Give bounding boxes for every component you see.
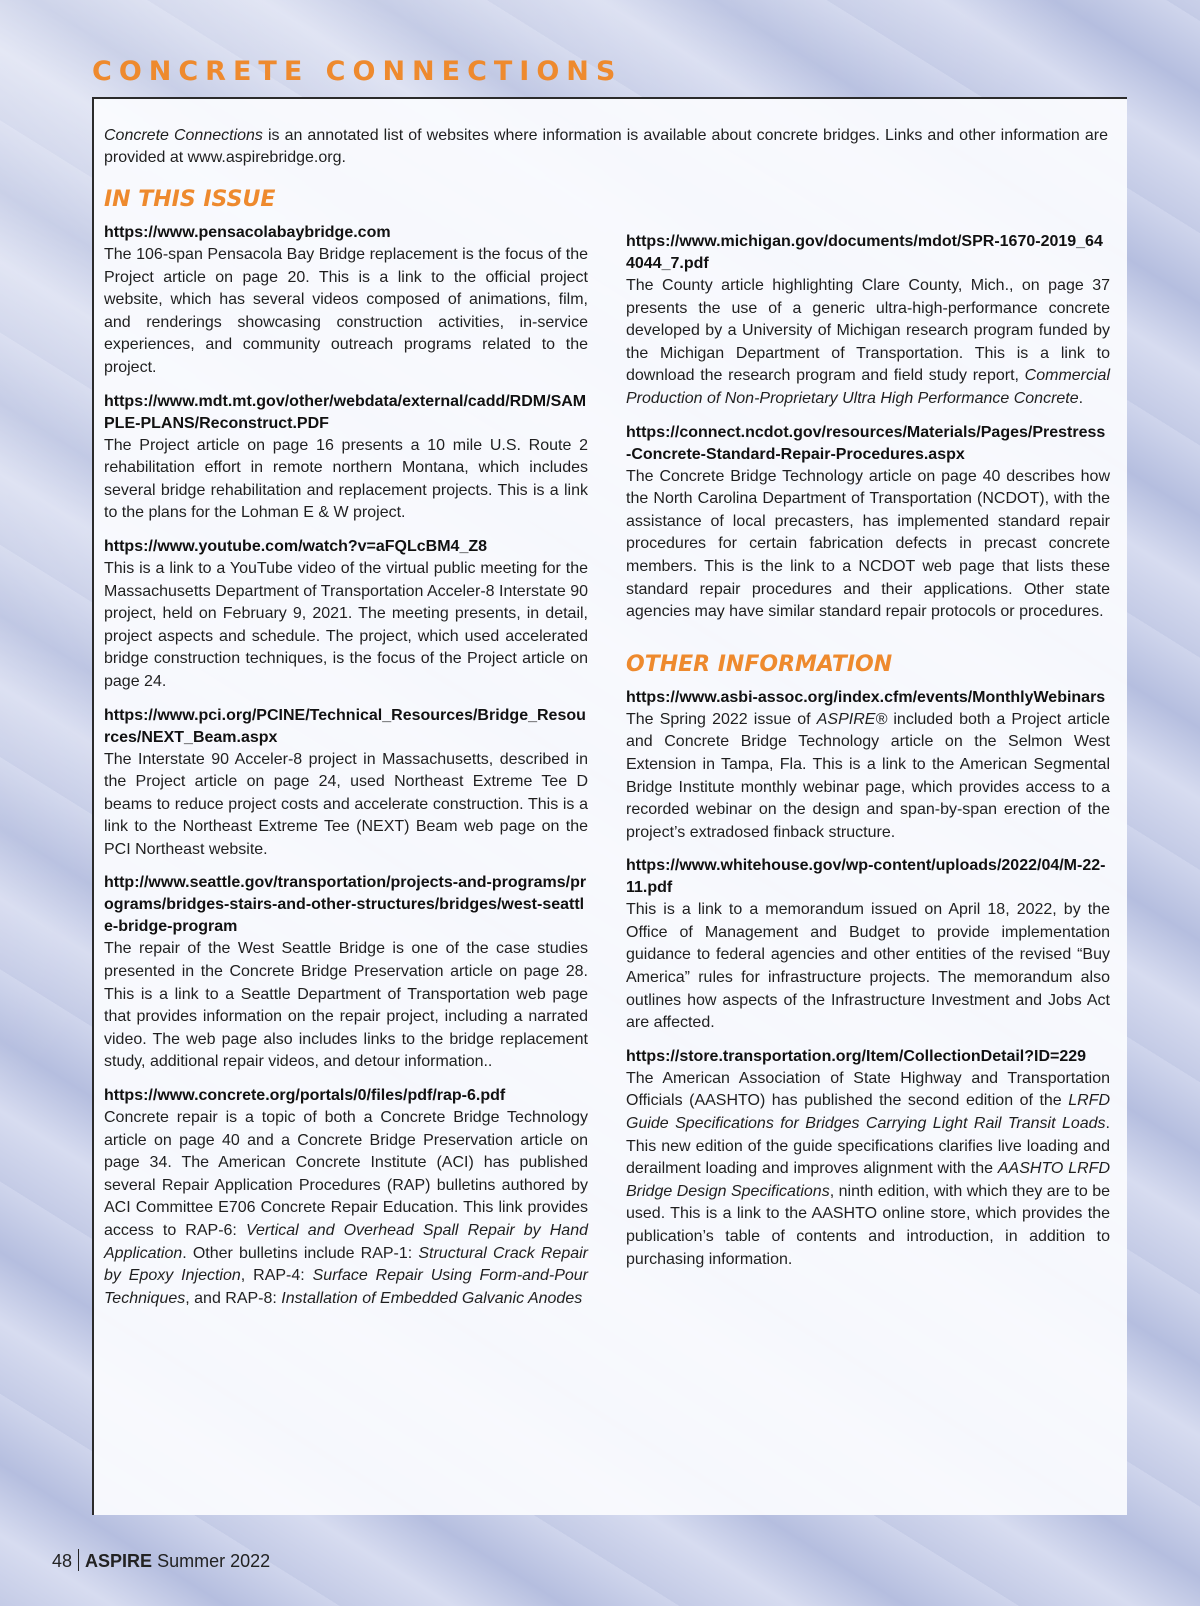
entry-description: The Interstate 90 Acceler-8 project in Massachusetts, described in the Project article on page 24, used Northeast Extreme Tee D beams to reduce project costs and accelerate construction. This is a link to the Northeast Extreme Tee (NEXT) Beam web page on the PCI Northeast website. <box>104 750 588 858</box>
list-item <box>626 687 1110 845</box>
desc-title: Structural Crack Repair by Epoxy Injection <box>104 1244 588 1285</box>
desc-text: included both a Project article and Concrete Bridge Technology article on the Selmon West Extension in Tampa, Fla. This is a link to the American Segmental Bridge Institute monthly webinar page, which provides access to a recorded webinar on the design and span-by-span erection of the project’s extradosed finback structure. <box>626 710 1110 841</box>
desc-text: Concrete repair is a topic of both a Concrete Bridge Technology article on page 40 and a Concrete Bridge Preservation article on page 34. The American Concrete Institute (ACI) has published several Repair Application Procedures (RAP) bulletins authored by ACI Committee E706 Concrete Repair Education. This link provides access to RAP-6: <box>104 1109 588 1239</box>
desc-title: LRFD Guide Specifications for Bridges Carrying Light Rail Transit Loads <box>626 1092 1110 1133</box>
desc-text: , ninth edition, with which they are to be used. This is a link to the AASHTO online store, which provides the publication’s table of contents and introduction, in addition to purchasing information. <box>626 1182 1110 1268</box>
entry-description <box>626 709 1110 845</box>
list-item <box>104 705 588 862</box>
desc-text: The County article highlighting Clare County, Mich., on page 37 presents the use of a generic ultra-high-performance concrete developed by a University of Michigan research program funded by the Michigan Department of Transportation. This is a link to download the research program and field study report, <box>626 277 1110 385</box>
desc-text: , and RAP-8: <box>185 1289 282 1307</box>
desc-text: The American Association of State Highway and Transportation Officials (AASHTO) has published the second edition of the <box>626 1069 1110 1110</box>
desc-text: The Spring 2022 issue of <box>626 710 817 728</box>
content-panel <box>92 97 1127 1515</box>
entry-link[interactable]: https://www.concrete.org/portals/0/files/pdf/rap-6.pdf <box>104 1087 506 1105</box>
desc-title: AASHTO LRFD Bridge Design Specifications <box>626 1160 1110 1200</box>
entry-link[interactable]: https://www.pci.org/PCINE/Technical_Resources/Bridge_Resources/NEXT_Beam.aspx <box>104 706 586 746</box>
entry-link[interactable]: http://www.seattle.gov/transportation/projects-and-programs/programs/bridges-stairs-and-other-structures/bridges/west-seattle-bridge-program <box>104 874 587 936</box>
list-item <box>104 1085 588 1310</box>
entry-link[interactable]: https://www.whitehouse.gov/wp-content/uploads/2022/04/M-22-11.pdf <box>626 857 1106 897</box>
right-column <box>626 231 1110 1282</box>
list-item <box>104 222 588 380</box>
page-footer <box>52 1549 270 1572</box>
list-item <box>104 536 588 694</box>
intro-text: is an annotated list of websites where information is available about concrete bridges. Links and other information are provided at www.aspirebridge.org. <box>104 127 1109 166</box>
entry-link[interactable]: https://store.transportation.org/Item/CollectionDetail?ID=229 <box>626 1047 1087 1065</box>
page-number: 48 <box>52 1551 73 1571</box>
desc-title: ASPIRE® <box>816 710 888 728</box>
entry-link[interactable]: https://connect.ncdot.gov/resources/Materials/Pages/Prestress-Concrete-Standard-Repair-Procedures.aspx <box>626 423 1106 463</box>
magazine-name: ASPIRE <box>85 1551 153 1571</box>
list-item <box>626 422 1110 624</box>
entry-link[interactable]: https://www.michigan.gov/documents/mdot/SPR-1670-2019_644044_7.pdf <box>626 233 1103 272</box>
entry-description: The Concrete Bridge Technology article on page 40 describes how the North Carolina Department of Transportation (NCDOT), with the assistance of local precasters, has implemented standard repair procedures for certain fabrication defects in precast concrete members. This is the link to a NCDOT web page that lists these standard repair procedures and their applications. Other state agencies may have similar standard repair protocols or procedures. <box>626 467 1110 621</box>
in-this-issue-heading: IN THIS ISSUE <box>104 187 276 212</box>
entry-description <box>626 275 1110 411</box>
other-information-heading: OTHER INFORMATION <box>626 651 893 677</box>
desc-title: Surface Repair Using Form-and-Pour Techniques <box>104 1267 589 1307</box>
list-item <box>104 391 588 525</box>
intro-paragraph <box>104 125 1108 169</box>
issue-label: Summer 2022 <box>152 1551 271 1571</box>
footer-divider <box>78 1549 79 1571</box>
entry-link[interactable]: https://www.asbi-assoc.org/index.cfm/events/MonthlyWebinars <box>626 688 1106 706</box>
page-title: CONCRETE CONNECTIONS <box>92 56 623 87</box>
desc-text: . <box>1078 389 1084 407</box>
list-item <box>626 231 1110 411</box>
entry-description: The Project article on page 16 presents a 10 mile U.S. Route 2 rehabilitation effort in remote northern Montana, which includes several bridge rehabilitation and replacement projects. This is a link to the plans for the Lohman E & W project. <box>104 436 588 522</box>
left-column <box>104 187 588 1321</box>
desc-title: Installation of Embedded Galvanic Anodes <box>281 1289 583 1307</box>
desc-text: , RAP-4: <box>240 1267 313 1285</box>
entry-link[interactable]: https://www.mdt.mt.gov/other/webdata/external/cadd/RDM/SAMPLE-PLANS/Reconstruct.PDF <box>104 392 587 432</box>
entry-description: The repair of the West Seattle Bridge is one of the case studies presented in the Concrete Bridge Preservation article on page 28. This is a link to a Seattle Department of Transportation web page that provides information on the repair project, including a narrated video. The web page also includes links to the bridge replacement study, additional repair videos, and detour information.. <box>104 940 588 1071</box>
desc-title: Commercial Production of Non-Proprietary Ultra High Performance Concrete <box>626 367 1110 407</box>
entry-description <box>626 1068 1110 1271</box>
list-item <box>626 1046 1110 1271</box>
list-item <box>104 872 588 1074</box>
intro-lead: Concrete Connections <box>104 127 263 144</box>
desc-text: . Other bulletins include RAP-1: <box>182 1244 419 1262</box>
list-item <box>626 855 1110 1035</box>
entry-description <box>104 1107 588 1310</box>
desc-title: Vertical and Overhead Spall Repair by Hand Application <box>104 1222 589 1262</box>
entry-description: This is a link to a memorandum issued on April 18, 2022, by the Office of Management and Budget to provide implementation guidance to federal agencies and other entities of the revised “Buy America” rules for infrastructure projects. The memorandum also outlines how aspects of the Infrastructure Investment and Jobs Act are affected. <box>626 901 1110 1032</box>
entry-link[interactable]: https://www.youtube.com/watch?v=aFQLcBM4_Z8 <box>104 537 488 555</box>
entry-description: The 106-span Pensacola Bay Bridge replacement is the focus of the Project article on page 20. This is a link to the official project website, which has several videos composed of animations, film, and renderings showcasing construction activities, in-service experiences, and community outreach programs related to the project. <box>104 246 588 376</box>
desc-text: . This new edition of the guide specifications clarifies live loading and derailment loading and improves alignment with the <box>626 1115 1110 1178</box>
entry-description: This is a link to a YouTube video of the virtual public meeting for the Massachusetts Department of Transportation Acceler-8 Interstate 90 project, held on February 9, 2021. The meeting presents, in detail, project aspects and schedule. The project, which used accelerated bridge construction techniques, is the focus of the Project article on page 24. <box>104 559 588 690</box>
entry-link[interactable]: https://www.pensacolabaybridge.com <box>104 224 391 241</box>
